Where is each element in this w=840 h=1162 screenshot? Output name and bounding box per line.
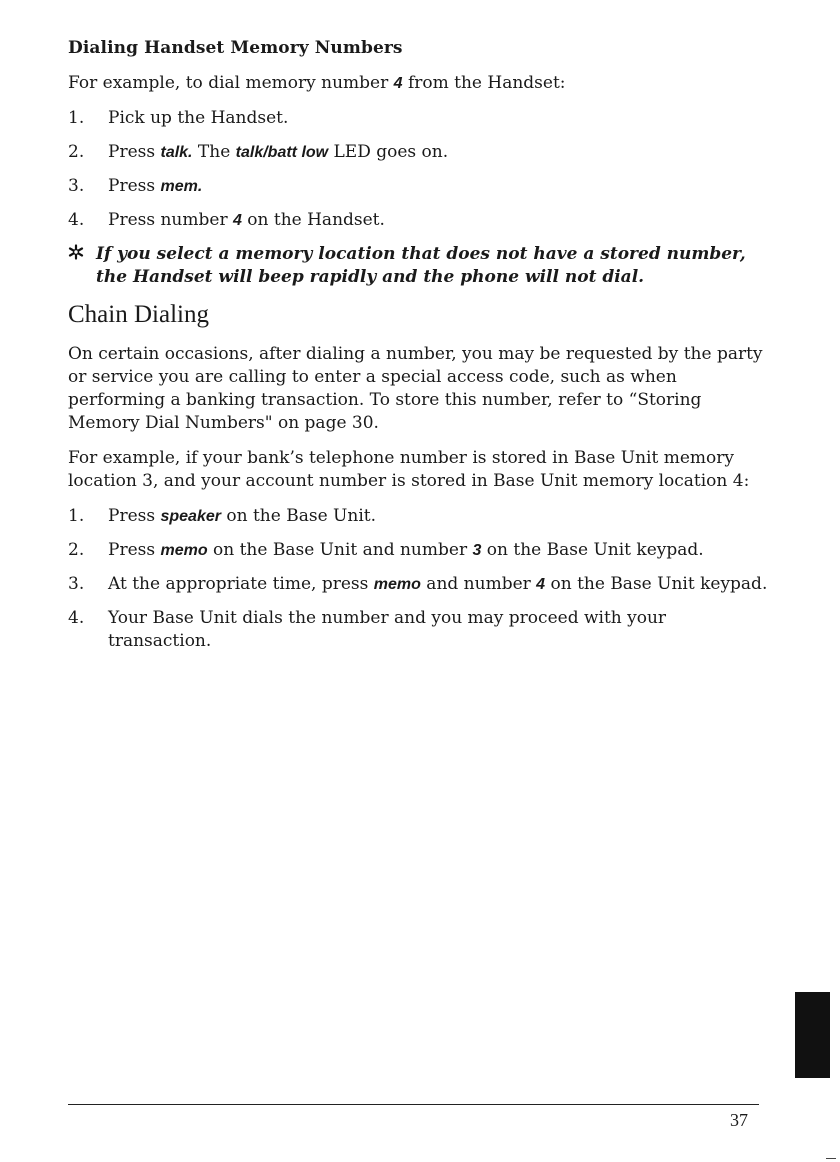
step-text: Press number 4 on the Handset.	[108, 210, 385, 230]
list-item	[68, 539, 768, 562]
step-number: 2.	[68, 540, 85, 560]
manual-page	[68, 38, 768, 664]
key-label: mem.	[160, 178, 203, 195]
step-number: 1.	[68, 108, 85, 128]
list-item	[68, 107, 768, 130]
step-number: 1.	[68, 506, 85, 526]
step-text: Pick up the Handset.	[108, 108, 289, 128]
note-callout	[68, 243, 768, 289]
step-text: Press speaker on the Base Unit.	[108, 506, 376, 526]
chain-dialing-paragraph-1: On certain occasions, after dialing a number, you may be requested by the party or service you are calling to enter a special access code, such as when performing a banking transaction. To store this number, refer to “Storing Memory Dial Numbers" on page 30.	[68, 344, 763, 433]
key-label: memo	[160, 542, 208, 559]
key-label: memo	[373, 576, 421, 593]
step-number: 3.	[68, 176, 85, 196]
section-tab-marker	[795, 992, 830, 1078]
footer-divider	[68, 1104, 759, 1105]
chain-dialing-paragraph-2: For example, if your bank’s telephone number is stored in Base Unit memory location 3, and your account number is stored in Base Unit memory location 4:	[68, 448, 750, 491]
list-item	[68, 209, 768, 232]
key-label: 4	[232, 212, 242, 229]
subsection-heading: Dialing Handset Memory Numbers	[68, 38, 403, 58]
step-number: 4.	[68, 608, 85, 628]
key-label: speaker	[160, 508, 221, 525]
step-text: Press memo on the Base Unit and number 3 on the Base Unit keypad.	[108, 540, 704, 560]
chain-dialing-steps-list	[68, 505, 768, 653]
step-text: Press mem.	[108, 176, 203, 196]
key-label: talk.	[160, 144, 193, 161]
list-item	[68, 141, 768, 164]
key-label: 3	[472, 542, 482, 559]
note-text: If you select a memory location that does not have a stored number, the Handset will beep rapidly and the phone will not dial.	[96, 244, 746, 287]
step-text: At the appropriate time, press memo and number 4 on the Base Unit keypad.	[108, 574, 768, 594]
scan-edge-mark	[826, 1158, 836, 1159]
intro-paragraph: For example, to dial memory number 4 from the Handset:	[68, 73, 566, 93]
list-item	[68, 175, 768, 198]
step-number: 3.	[68, 574, 85, 594]
section-title: Chain Dialing	[68, 301, 209, 328]
hint-asterisk-icon	[68, 243, 96, 289]
list-item	[68, 573, 768, 596]
list-item	[68, 505, 768, 528]
key-label: 4	[536, 576, 546, 593]
step-number: 2.	[68, 142, 85, 162]
key-label: talk/batt low	[235, 144, 329, 161]
key-label: 4	[393, 75, 403, 92]
step-text: Press talk. The talk/batt low LED goes on.	[108, 142, 449, 162]
list-item	[68, 607, 768, 653]
step-text: Your Base Unit dials the number and you may proceed with your transaction.	[108, 608, 667, 651]
handset-steps-list	[68, 107, 768, 232]
step-number: 4.	[68, 210, 85, 230]
page-number: 37	[730, 1110, 748, 1130]
